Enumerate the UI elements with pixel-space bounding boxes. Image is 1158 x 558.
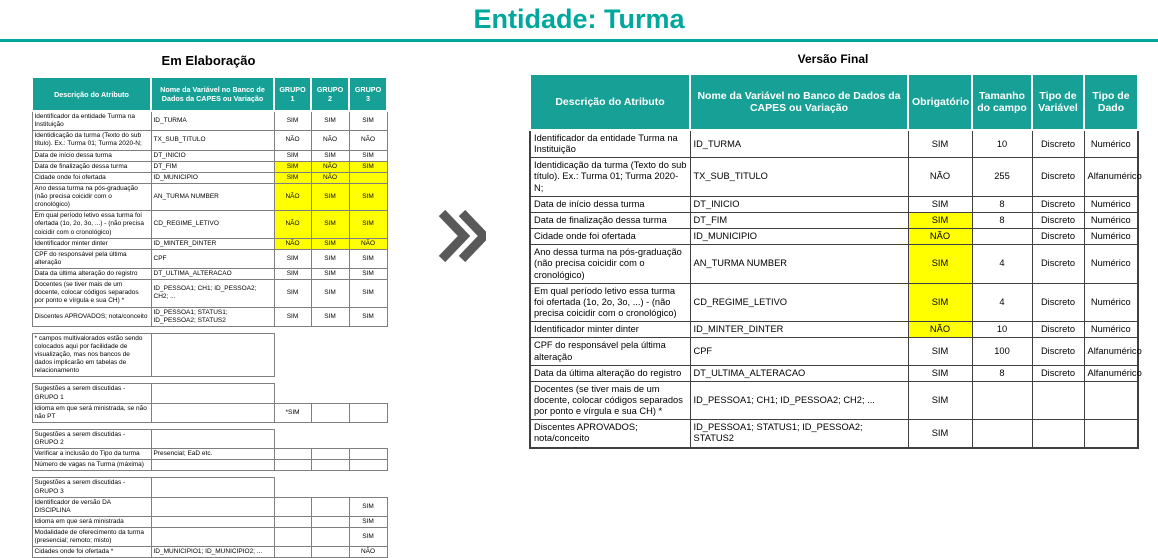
column-header: Descrição do Atributo: [32, 77, 151, 111]
table-row: [530, 365, 1138, 381]
cell: 100: [972, 338, 1032, 365]
cell: NÃO: [311, 172, 349, 183]
left-table-body: [32, 111, 387, 558]
cell: [311, 449, 349, 460]
cell: Numérico: [1084, 130, 1138, 158]
cell: Idioma em que será ministrada, se não não PT: [32, 403, 151, 422]
data-row: [32, 211, 387, 238]
cell: Discreto: [1032, 338, 1084, 365]
cell: [151, 333, 274, 377]
cell: ID_TURMA: [690, 130, 908, 158]
column-header: GRUPO 1: [274, 77, 311, 111]
column-header: Descrição do Atributo: [530, 74, 690, 130]
section-title-cell: Sugestões a serem discutidas - GRUPO 3: [32, 478, 151, 497]
cell: Numérico: [1084, 212, 1138, 228]
cell: TX_SUB_TITULO: [151, 131, 274, 150]
cell: [972, 229, 1032, 245]
cell: NÃO: [311, 131, 349, 150]
note-cell: * campos multivalorados estão sendo colocados aqui por facilidade de visualização, mas nos bancos de dados implicarão em tabelas de relacionamento: [32, 333, 151, 377]
table-row: [530, 420, 1138, 448]
right-panel-title: Versão Final: [797, 52, 869, 66]
cell: SIM: [349, 183, 387, 210]
cell: SIM: [349, 528, 387, 547]
cell: NÃO: [908, 158, 972, 196]
cell: Identificador minter dinter: [32, 238, 151, 249]
cell: [1084, 420, 1138, 448]
data-row: [32, 269, 387, 280]
cell: Discentes APROVADOS; nota/conceito: [530, 420, 690, 448]
cell: Modalidade de oferecimento da turma (presencial; remoto; misto): [32, 528, 151, 547]
data-row: [32, 249, 387, 268]
cell: SIM: [274, 307, 311, 326]
cell: ID_PESSOA1; STATUS1; ID_PESSOA2; STATUS2: [151, 307, 274, 326]
data-row: [32, 150, 387, 161]
cell: CD_REGIME_LETIVO: [690, 283, 908, 321]
table-row: [530, 212, 1138, 228]
right-table-body: [530, 130, 1142, 448]
cell: NÃO: [908, 322, 972, 338]
versao-final-table: [529, 73, 1142, 449]
cell: [274, 460, 311, 471]
data-row: [32, 183, 387, 210]
cell: Discreto: [1032, 322, 1084, 338]
cell: [151, 516, 274, 527]
cell: Identificador de versão DA DISCIPLINA: [32, 497, 151, 516]
cell: Numérico: [1084, 196, 1138, 212]
spacer-cell: [274, 333, 387, 377]
cell: [311, 497, 349, 516]
table-row: [530, 245, 1138, 283]
data-row: [32, 460, 387, 471]
cell: SIM: [349, 269, 387, 280]
cell: Data da última alteração do registro: [32, 269, 151, 280]
cell: 4: [972, 245, 1032, 283]
table-row: [530, 338, 1138, 365]
data-row: [32, 403, 387, 422]
cell: 8: [972, 212, 1032, 228]
cell: SIM: [274, 249, 311, 268]
cell: ID_MUNICIPIO1; ID_MUNICIPIO2; ...: [151, 547, 274, 558]
cell: ID_TURMA: [151, 111, 274, 131]
left-table-header-row: [32, 77, 387, 111]
section-row: [32, 478, 387, 497]
cell: SIM: [908, 130, 972, 158]
cell: [274, 497, 311, 516]
cell: [1032, 381, 1084, 419]
data-row: [32, 516, 387, 527]
cell: AN_TURMA NUMBER: [151, 183, 274, 210]
cell: NÃO: [349, 131, 387, 150]
cell: SIM: [908, 212, 972, 228]
cell: Numérico: [1084, 229, 1138, 245]
cell: SIM: [908, 365, 972, 381]
cell: SIM: [349, 497, 387, 516]
data-row: [32, 307, 387, 326]
cell: Data de finalização dessa turma: [530, 212, 690, 228]
cell: [311, 403, 349, 422]
cell: Data de finalização dessa turma: [32, 161, 151, 172]
cell: [311, 516, 349, 527]
cell: Data de início dessa turma: [32, 150, 151, 161]
cell: CPF: [151, 249, 274, 268]
table-row: [530, 229, 1138, 245]
cell: 10: [972, 322, 1032, 338]
cell: SIM: [349, 249, 387, 268]
cell: Verificar a inclusão do Tipo da turma: [32, 449, 151, 460]
table-row: [530, 130, 1138, 158]
cell: Data de início dessa turma: [530, 196, 690, 212]
cell: [151, 403, 274, 422]
cell: NÃO: [908, 229, 972, 245]
cell: Discentes APROVADOS; nota/conceito: [32, 307, 151, 326]
cell: SIM: [311, 307, 349, 326]
cell: Numérico: [1084, 322, 1138, 338]
table-row: [530, 196, 1138, 212]
cell: [311, 528, 349, 547]
data-row: [32, 172, 387, 183]
data-row: [32, 111, 387, 131]
cell: DT_FIM: [151, 161, 274, 172]
cell: [151, 478, 274, 497]
cell: DT_INICIO: [690, 196, 908, 212]
cell: CPF do responsável pela última alteração: [530, 338, 690, 365]
data-row: [32, 280, 387, 307]
cell: SIM: [349, 150, 387, 161]
cell: Alfanumérico: [1084, 158, 1138, 196]
data-row: [32, 449, 387, 460]
cell: Alfanumérico: [1084, 338, 1138, 365]
cell: 8: [972, 365, 1032, 381]
cell: Número de vagas na Turma (máxima): [32, 460, 151, 471]
data-row: [32, 547, 387, 558]
cell: [972, 381, 1032, 419]
cell: Identidicação da turma (Texto do sub título). Ex.: Turma 01; Turma 2020-N;: [32, 131, 151, 150]
spacer-cell: [274, 429, 387, 448]
cell: NÃO: [274, 131, 311, 150]
cell: SIM: [311, 211, 349, 238]
cell: ID_MUNICIPIO: [151, 172, 274, 183]
gap-cell: [32, 377, 387, 384]
cell: Discreto: [1032, 158, 1084, 196]
right-table-header-row: [530, 74, 1138, 130]
cell: SIM: [349, 111, 387, 131]
cell: [151, 384, 274, 403]
double-chevron-right-icon: [438, 208, 486, 264]
cell: 255: [972, 158, 1032, 196]
cell: SIM: [349, 211, 387, 238]
cell: DT_ULTIMA_ALTERACAO: [151, 269, 274, 280]
cell: 10: [972, 130, 1032, 158]
cell: Identificador minter dinter: [530, 322, 690, 338]
data-row: [32, 161, 387, 172]
cell: [151, 429, 274, 448]
cell: SIM: [908, 283, 972, 321]
cell: AN_TURMA NUMBER: [690, 245, 908, 283]
cell: Cidade onde foi ofertada: [530, 229, 690, 245]
cell: [1032, 420, 1084, 448]
data-row: [32, 497, 387, 516]
cell: Discreto: [1032, 245, 1084, 283]
cell: Discreto: [1032, 212, 1084, 228]
cell: DT_FIM: [690, 212, 908, 228]
cell: NÃO: [311, 161, 349, 172]
cell: [274, 547, 311, 558]
spacer-cell: [274, 478, 387, 497]
cell: [972, 420, 1032, 448]
cell: SIM: [311, 249, 349, 268]
cell: [274, 516, 311, 527]
cell: Ano dessa turma na pós-graduação (não precisa coicidir com o cronológico): [530, 245, 690, 283]
note-row: [32, 333, 387, 377]
cell: SIM: [274, 150, 311, 161]
table-row: [530, 322, 1138, 338]
section-title-cell: Sugestões a serem discutidas - GRUPO 2: [32, 429, 151, 448]
gap-row: [32, 422, 387, 429]
page-title: Entidade: Turma: [473, 4, 685, 34]
cell: *SIM: [274, 403, 311, 422]
gap-cell: [32, 471, 387, 478]
cell: SIM: [311, 269, 349, 280]
cell: Idioma em que será ministrada: [32, 516, 151, 527]
cell: Identificador da entidade Turma na Instituição: [32, 111, 151, 131]
section-row: [32, 384, 387, 403]
cell: [349, 449, 387, 460]
cell: Docentes (se tiver mais de um docente, colocar códigos separados por ponto e vírgula e sua CH) *: [530, 381, 690, 419]
cell: Docentes (se tiver mais de um docente, colocar códigos separados por ponto e vírgula e sua CH) *: [32, 280, 151, 307]
cell: SIM: [274, 111, 311, 131]
cell: CD_REGIME_LETIVO: [151, 211, 274, 238]
gap-row: [32, 471, 387, 478]
cell: SIM: [274, 269, 311, 280]
cell: Discreto: [1032, 229, 1084, 245]
cell: [349, 460, 387, 471]
gap-cell: [32, 422, 387, 429]
cell: Em qual período letivo essa turma foi ofertada (1o, 2o, 3o, ...) - (não precisa coicidir com o cronológico): [32, 211, 151, 238]
column-header: Tipo de Variável: [1032, 74, 1084, 130]
column-header: Obrigatório: [908, 74, 972, 130]
cell: [274, 449, 311, 460]
cell: NÃO: [274, 211, 311, 238]
column-header: GRUPO 3: [349, 77, 387, 111]
cell: TX_SUB_TITULO: [690, 158, 908, 196]
cell: CPF: [690, 338, 908, 365]
cell: Cidades onde foi ofertada *: [32, 547, 151, 558]
cell: Discreto: [1032, 196, 1084, 212]
cell: NÃO: [349, 547, 387, 558]
cell: 8: [972, 196, 1032, 212]
cell: ID_MINTER_DINTER: [151, 238, 274, 249]
cell: Discreto: [1032, 365, 1084, 381]
cell: Identificador da entidade Turma na Instituição: [530, 130, 690, 158]
cell: SIM: [349, 280, 387, 307]
cell: [311, 547, 349, 558]
cell: Numérico: [1084, 283, 1138, 321]
table-row: [530, 158, 1138, 196]
cell: SIM: [311, 238, 349, 249]
cell: [151, 460, 274, 471]
em-elaboracao-table: [31, 76, 388, 558]
cell: SIM: [349, 307, 387, 326]
cell: [349, 172, 387, 183]
left-panel-title: Em Elaboração: [161, 53, 256, 68]
cell: NÃO: [274, 183, 311, 210]
gap-row: [32, 326, 387, 333]
cell: Presencial; EaD etc.: [151, 449, 274, 460]
table-row: [530, 381, 1138, 419]
data-row: [32, 131, 387, 150]
column-header: GRUPO 2: [311, 77, 349, 111]
cell: SIM: [274, 172, 311, 183]
cell: ID_MINTER_DINTER: [690, 322, 908, 338]
cell: ID_PESSOA1; STATUS1; ID_PESSOA2; STATUS2: [690, 420, 908, 448]
cell: NÃO: [274, 238, 311, 249]
cell: SIM: [311, 183, 349, 210]
gap-cell: [32, 326, 387, 333]
data-row: [32, 238, 387, 249]
column-header: Tamanho do campo: [972, 74, 1032, 130]
cell: [349, 403, 387, 422]
cell: Cidade onde foi ofertada: [32, 172, 151, 183]
cell: Alfanumérico: [1084, 365, 1138, 381]
cell: SIM: [908, 196, 972, 212]
left-panel: [31, 53, 386, 558]
cell: [311, 460, 349, 471]
cell: Em qual período letivo essa turma foi ofertada (1o, 2o, 3o, ...) - (não precisa coicidir com o cronológico): [530, 283, 690, 321]
cell: Discreto: [1032, 130, 1084, 158]
cell: SIM: [908, 420, 972, 448]
cell: [274, 528, 311, 547]
column-header: Tipo de Dado: [1084, 74, 1138, 130]
column-header: Nome da Variável no Banco de Dados da CAPES ou Variação: [151, 77, 274, 111]
data-row: [32, 528, 387, 547]
cell: CPF do responsável pela última alteração: [32, 249, 151, 268]
cell: Numérico: [1084, 245, 1138, 283]
cell: ID_PESSOA1; CH1; ID_PESSOA2; CH2; ...: [151, 280, 274, 307]
cell: SIM: [908, 381, 972, 419]
cell: SIM: [274, 161, 311, 172]
gap-row: [32, 377, 387, 384]
section-row: [32, 429, 387, 448]
cell: Discreto: [1032, 283, 1084, 321]
section-title-cell: Sugestões a serem discutidas - GRUPO 1: [32, 384, 151, 403]
cell: SIM: [311, 150, 349, 161]
cell: DT_INICIO: [151, 150, 274, 161]
cell: 4: [972, 283, 1032, 321]
cell: SIM: [908, 338, 972, 365]
table-row: [530, 283, 1138, 321]
cell: SIM: [311, 111, 349, 131]
cell: DT_ULTIMA_ALTERACAO: [690, 365, 908, 381]
cell: [151, 497, 274, 516]
cell: SIM: [349, 161, 387, 172]
column-header: Nome da Variável no Banco de Dados da CAPES ou Variação: [690, 74, 908, 130]
cell: Ano dessa turma na pós-graduação (não precisa coicidir com o cronológico): [32, 183, 151, 210]
cell: [1084, 381, 1138, 419]
cell: SIM: [908, 245, 972, 283]
spacer-cell: [274, 384, 387, 403]
title-divider: [0, 39, 1158, 42]
cell: SIM: [311, 280, 349, 307]
cell: ID_MUNICIPIO: [690, 229, 908, 245]
cell: ID_PESSOA1; CH1; ID_PESSOA2; CH2; ...: [690, 381, 908, 419]
cell: NÃO: [349, 238, 387, 249]
cell: SIM: [349, 516, 387, 527]
cell: Data da última alteração do registro: [530, 365, 690, 381]
cell: Identidicação da turma (Texto do sub título). Ex.: Turma 01; Turma 2020-N;: [530, 158, 690, 196]
right-panel: [529, 52, 1142, 449]
cell: SIM: [274, 280, 311, 307]
cell: [151, 528, 274, 547]
